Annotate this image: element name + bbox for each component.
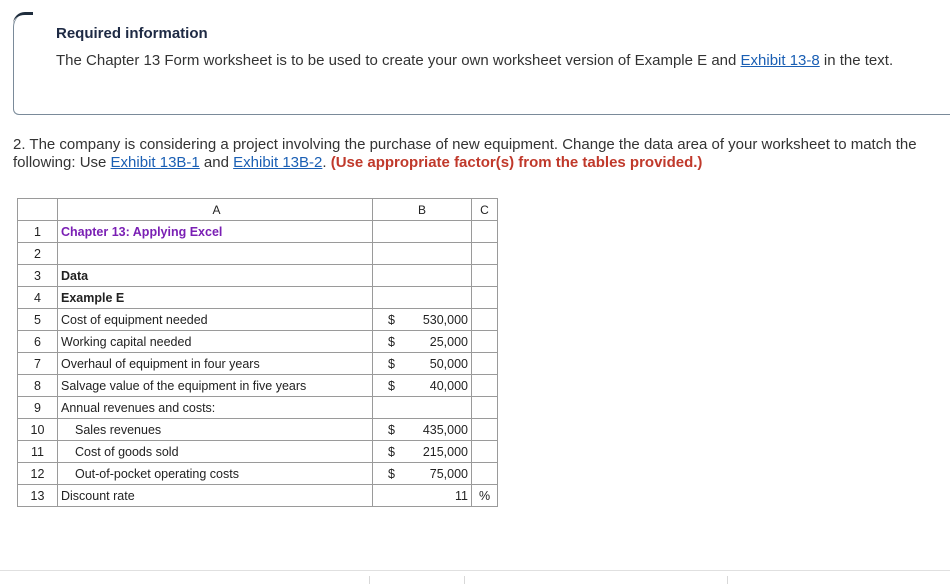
required-info-title: Required information bbox=[56, 25, 208, 42]
exhibit-13b-2-link[interactable]: Exhibit 13B-2 bbox=[233, 154, 323, 171]
cell-a[interactable]: Annual revenues and costs: bbox=[58, 397, 373, 419]
column-header-c: C bbox=[472, 199, 498, 221]
row-number: 13 bbox=[18, 485, 58, 507]
cell-c[interactable] bbox=[472, 309, 498, 331]
sheet-row bbox=[18, 441, 498, 463]
sheet-row bbox=[18, 221, 498, 243]
cell-a[interactable] bbox=[58, 243, 373, 265]
excel-worksheet bbox=[17, 198, 498, 507]
dollar-sign: $ bbox=[388, 423, 395, 437]
cell-b-value: 50,000 bbox=[429, 357, 468, 371]
cell-c[interactable] bbox=[472, 441, 498, 463]
cell-c[interactable] bbox=[472, 419, 498, 441]
row-number: 6 bbox=[18, 331, 58, 353]
cell-b-value: 530,000 bbox=[422, 313, 468, 327]
required-info-text bbox=[56, 52, 916, 70]
row-number: 1 bbox=[18, 221, 58, 243]
footer-divider-tick bbox=[464, 576, 465, 584]
dollar-sign: $ bbox=[388, 379, 395, 393]
cell-c[interactable] bbox=[472, 353, 498, 375]
question-text-middle: and bbox=[199, 154, 234, 171]
cell-c[interactable] bbox=[472, 375, 498, 397]
cell-c[interactable] bbox=[472, 265, 498, 287]
footer-divider bbox=[0, 570, 950, 571]
question-emphasis: (Use appropriate factor(s) from the tables provided.) bbox=[330, 154, 703, 171]
cell-b[interactable] bbox=[373, 309, 472, 331]
cell-b[interactable] bbox=[373, 419, 472, 441]
sheet-row bbox=[18, 331, 498, 353]
footer-divider-tick bbox=[369, 576, 370, 584]
row-number: 4 bbox=[18, 287, 58, 309]
column-header-a: A bbox=[58, 199, 373, 221]
sheet-row bbox=[18, 463, 498, 485]
box-corner-accent bbox=[13, 12, 33, 29]
cell-b-value: 215,000 bbox=[422, 445, 468, 459]
sheet-row bbox=[18, 397, 498, 419]
sheet-row bbox=[18, 309, 498, 331]
sheet-row bbox=[18, 375, 498, 397]
question-text-dot: . bbox=[322, 154, 331, 171]
dollar-sign: $ bbox=[388, 445, 395, 459]
row-number: 3 bbox=[18, 265, 58, 287]
exhibit-13-8-link[interactable]: Exhibit 13-8 bbox=[740, 52, 820, 69]
cell-a[interactable]: Discount rate bbox=[58, 485, 373, 507]
dollar-sign: $ bbox=[388, 357, 395, 371]
cell-b[interactable] bbox=[373, 375, 472, 397]
cell-a[interactable]: Example E bbox=[58, 287, 373, 309]
dollar-sign: $ bbox=[388, 335, 395, 349]
cell-b[interactable] bbox=[373, 485, 472, 507]
cell-a[interactable]: Overhaul of equipment in four years bbox=[58, 353, 373, 375]
column-header-b: B bbox=[373, 199, 472, 221]
footer-divider-tick bbox=[727, 576, 728, 584]
sheet-row bbox=[18, 265, 498, 287]
cell-b[interactable] bbox=[373, 221, 472, 243]
sheet-row bbox=[18, 353, 498, 375]
cell-b[interactable] bbox=[373, 265, 472, 287]
row-number: 10 bbox=[18, 419, 58, 441]
cell-a[interactable]: Sales revenues bbox=[58, 419, 373, 441]
cell-c[interactable]: % bbox=[472, 485, 498, 507]
row-number: 2 bbox=[18, 243, 58, 265]
row-number: 12 bbox=[18, 463, 58, 485]
cell-b[interactable] bbox=[373, 331, 472, 353]
row-number: 7 bbox=[18, 353, 58, 375]
row-number: 8 bbox=[18, 375, 58, 397]
sheet-row bbox=[18, 243, 498, 265]
cell-a[interactable]: Out-of-pocket operating costs bbox=[58, 463, 373, 485]
dollar-sign: $ bbox=[388, 313, 395, 327]
cell-c[interactable] bbox=[472, 287, 498, 309]
cell-c[interactable] bbox=[472, 221, 498, 243]
cell-b-value: 11 bbox=[455, 489, 468, 503]
cell-a[interactable]: Cost of goods sold bbox=[58, 441, 373, 463]
cell-a[interactable]: Data bbox=[58, 265, 373, 287]
cell-c[interactable] bbox=[472, 331, 498, 353]
cell-a[interactable]: Salvage value of the equipment in five years bbox=[58, 375, 373, 397]
cell-b[interactable] bbox=[373, 287, 472, 309]
cell-a[interactable]: Cost of equipment needed bbox=[58, 309, 373, 331]
cell-b-value: 435,000 bbox=[422, 423, 468, 437]
row-number: 9 bbox=[18, 397, 58, 419]
row-number: 11 bbox=[18, 441, 58, 463]
sheet-row bbox=[18, 287, 498, 309]
cell-c[interactable] bbox=[472, 243, 498, 265]
cell-b[interactable] bbox=[373, 243, 472, 265]
sheet-row bbox=[18, 485, 498, 507]
cell-c[interactable] bbox=[472, 463, 498, 485]
cell-b[interactable] bbox=[373, 397, 472, 419]
question-text bbox=[13, 136, 948, 172]
cell-b[interactable] bbox=[373, 463, 472, 485]
cell-b-value: 40,000 bbox=[429, 379, 468, 393]
dollar-sign: $ bbox=[388, 467, 395, 481]
row-number: 5 bbox=[18, 309, 58, 331]
cell-b-value: 25,000 bbox=[429, 335, 468, 349]
cell-b-value: 75,000 bbox=[429, 467, 468, 481]
cell-b[interactable] bbox=[373, 353, 472, 375]
cell-a[interactable]: Chapter 13: Applying Excel bbox=[58, 221, 373, 243]
required-text-tail: in the text. bbox=[819, 52, 894, 69]
sheet-row bbox=[18, 419, 498, 441]
cell-a[interactable]: Working capital needed bbox=[58, 331, 373, 353]
column-header-row bbox=[18, 199, 498, 221]
cell-c[interactable] bbox=[472, 397, 498, 419]
corner-cell bbox=[18, 199, 58, 221]
question-text-part: 2. The company is considering a project involving the purchase of new equipment. Change the data area of your worksheet to match the following: Use bbox=[13, 136, 917, 171]
exhibit-13b-1-link[interactable]: Exhibit 13B-1 bbox=[110, 154, 200, 171]
required-info-box bbox=[13, 13, 950, 115]
cell-b[interactable] bbox=[373, 441, 472, 463]
required-text-part: The Chapter 13 Form worksheet is to be used to create your own worksheet version of Example E and bbox=[56, 52, 741, 69]
